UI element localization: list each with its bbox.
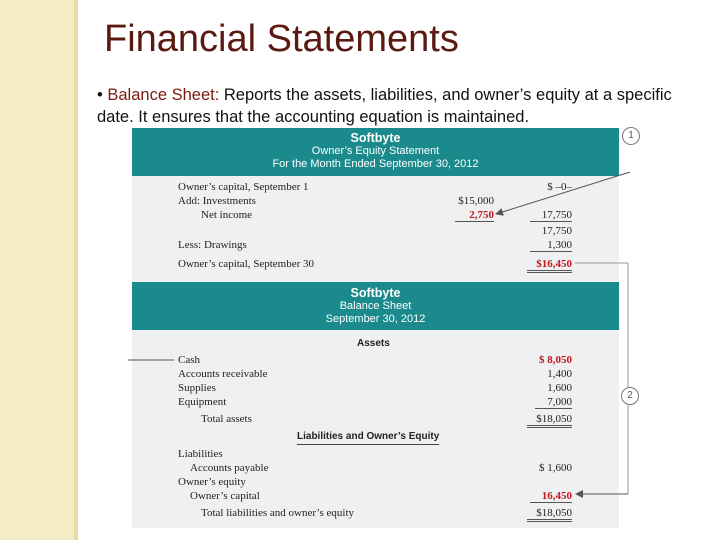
equity-row-value: 1,300 bbox=[530, 239, 572, 252]
equity-row-value: 17,750 bbox=[530, 209, 572, 222]
owners-equity-label: Owner’s equity bbox=[178, 476, 246, 488]
balance-sheet-name: Balance Sheet bbox=[339, 300, 412, 312]
equity-row-label: Net income bbox=[201, 209, 253, 221]
equity-row-value: $15,000 bbox=[458, 195, 494, 207]
balance-sheet-date: September 30, 2012 bbox=[325, 313, 426, 325]
assets-heading: Assets bbox=[357, 338, 390, 349]
bullet-term: Balance Sheet: bbox=[107, 86, 220, 104]
equity-row-value: 17,750 bbox=[541, 225, 572, 237]
equity-row-value: $ –0– bbox=[547, 181, 572, 193]
asset-label: Supplies bbox=[178, 382, 216, 394]
asset-amount: 7,000 bbox=[535, 396, 572, 409]
equity-row-label: Less: Drawings bbox=[178, 239, 247, 251]
asset-amount: $ 8,050 bbox=[539, 354, 572, 366]
total-assets-label: Total assets bbox=[201, 413, 252, 425]
equity-row-label: Owner’s capital, September 30 bbox=[178, 258, 315, 270]
asset-label: Equipment bbox=[178, 396, 227, 408]
equity-company-name: Softbyte bbox=[350, 131, 401, 145]
equity-ending-capital-value: $16,450 bbox=[527, 258, 572, 273]
accounts-payable-label: Accounts payable bbox=[190, 462, 269, 474]
balance-company-name: Softbyte bbox=[350, 286, 401, 300]
equity-row-label: Owner’s capital, September 1 bbox=[178, 181, 309, 193]
total-liabilities-equity-amount: $18,050 bbox=[527, 507, 572, 522]
callout-marker: 1 bbox=[622, 127, 640, 145]
owners-capital-amount: 16,450 bbox=[530, 490, 572, 503]
owners-capital-label: Owner’s capital bbox=[190, 490, 260, 502]
slide-title: Financial Statements bbox=[104, 18, 459, 60]
asset-label: Cash bbox=[178, 354, 200, 366]
equity-statement-period: For the Month Ended September 30, 2012 bbox=[272, 158, 479, 170]
liabilities-equity-heading: Liabilities and Owner’s Equity bbox=[297, 431, 439, 445]
asset-amount: 1,400 bbox=[547, 368, 572, 380]
callout-marker: 2 bbox=[621, 387, 639, 405]
total-assets-amount: $18,050 bbox=[527, 413, 572, 428]
asset-amount: 1,600 bbox=[547, 382, 572, 394]
equity-net-income-value: 2,750 bbox=[455, 209, 494, 222]
liabilities-label: Liabilities bbox=[178, 448, 223, 460]
total-liabilities-equity-label: Total liabilities and owner’s equity bbox=[201, 507, 354, 519]
net-income-arrow bbox=[496, 172, 630, 214]
asset-label: Accounts receivable bbox=[178, 368, 268, 380]
bullet-marker: • bbox=[97, 86, 103, 104]
bullet-body: Reports the assets, liabilities, and owner’s equity at a specific date. It ensures that the accounting equation is maintained. bbox=[97, 86, 672, 126]
accounts-payable-amount: $ 1,600 bbox=[539, 462, 572, 474]
equity-row-label: Add: Investments bbox=[178, 195, 256, 207]
equity-statement-name: Owner’s Equity Statement bbox=[311, 145, 440, 157]
